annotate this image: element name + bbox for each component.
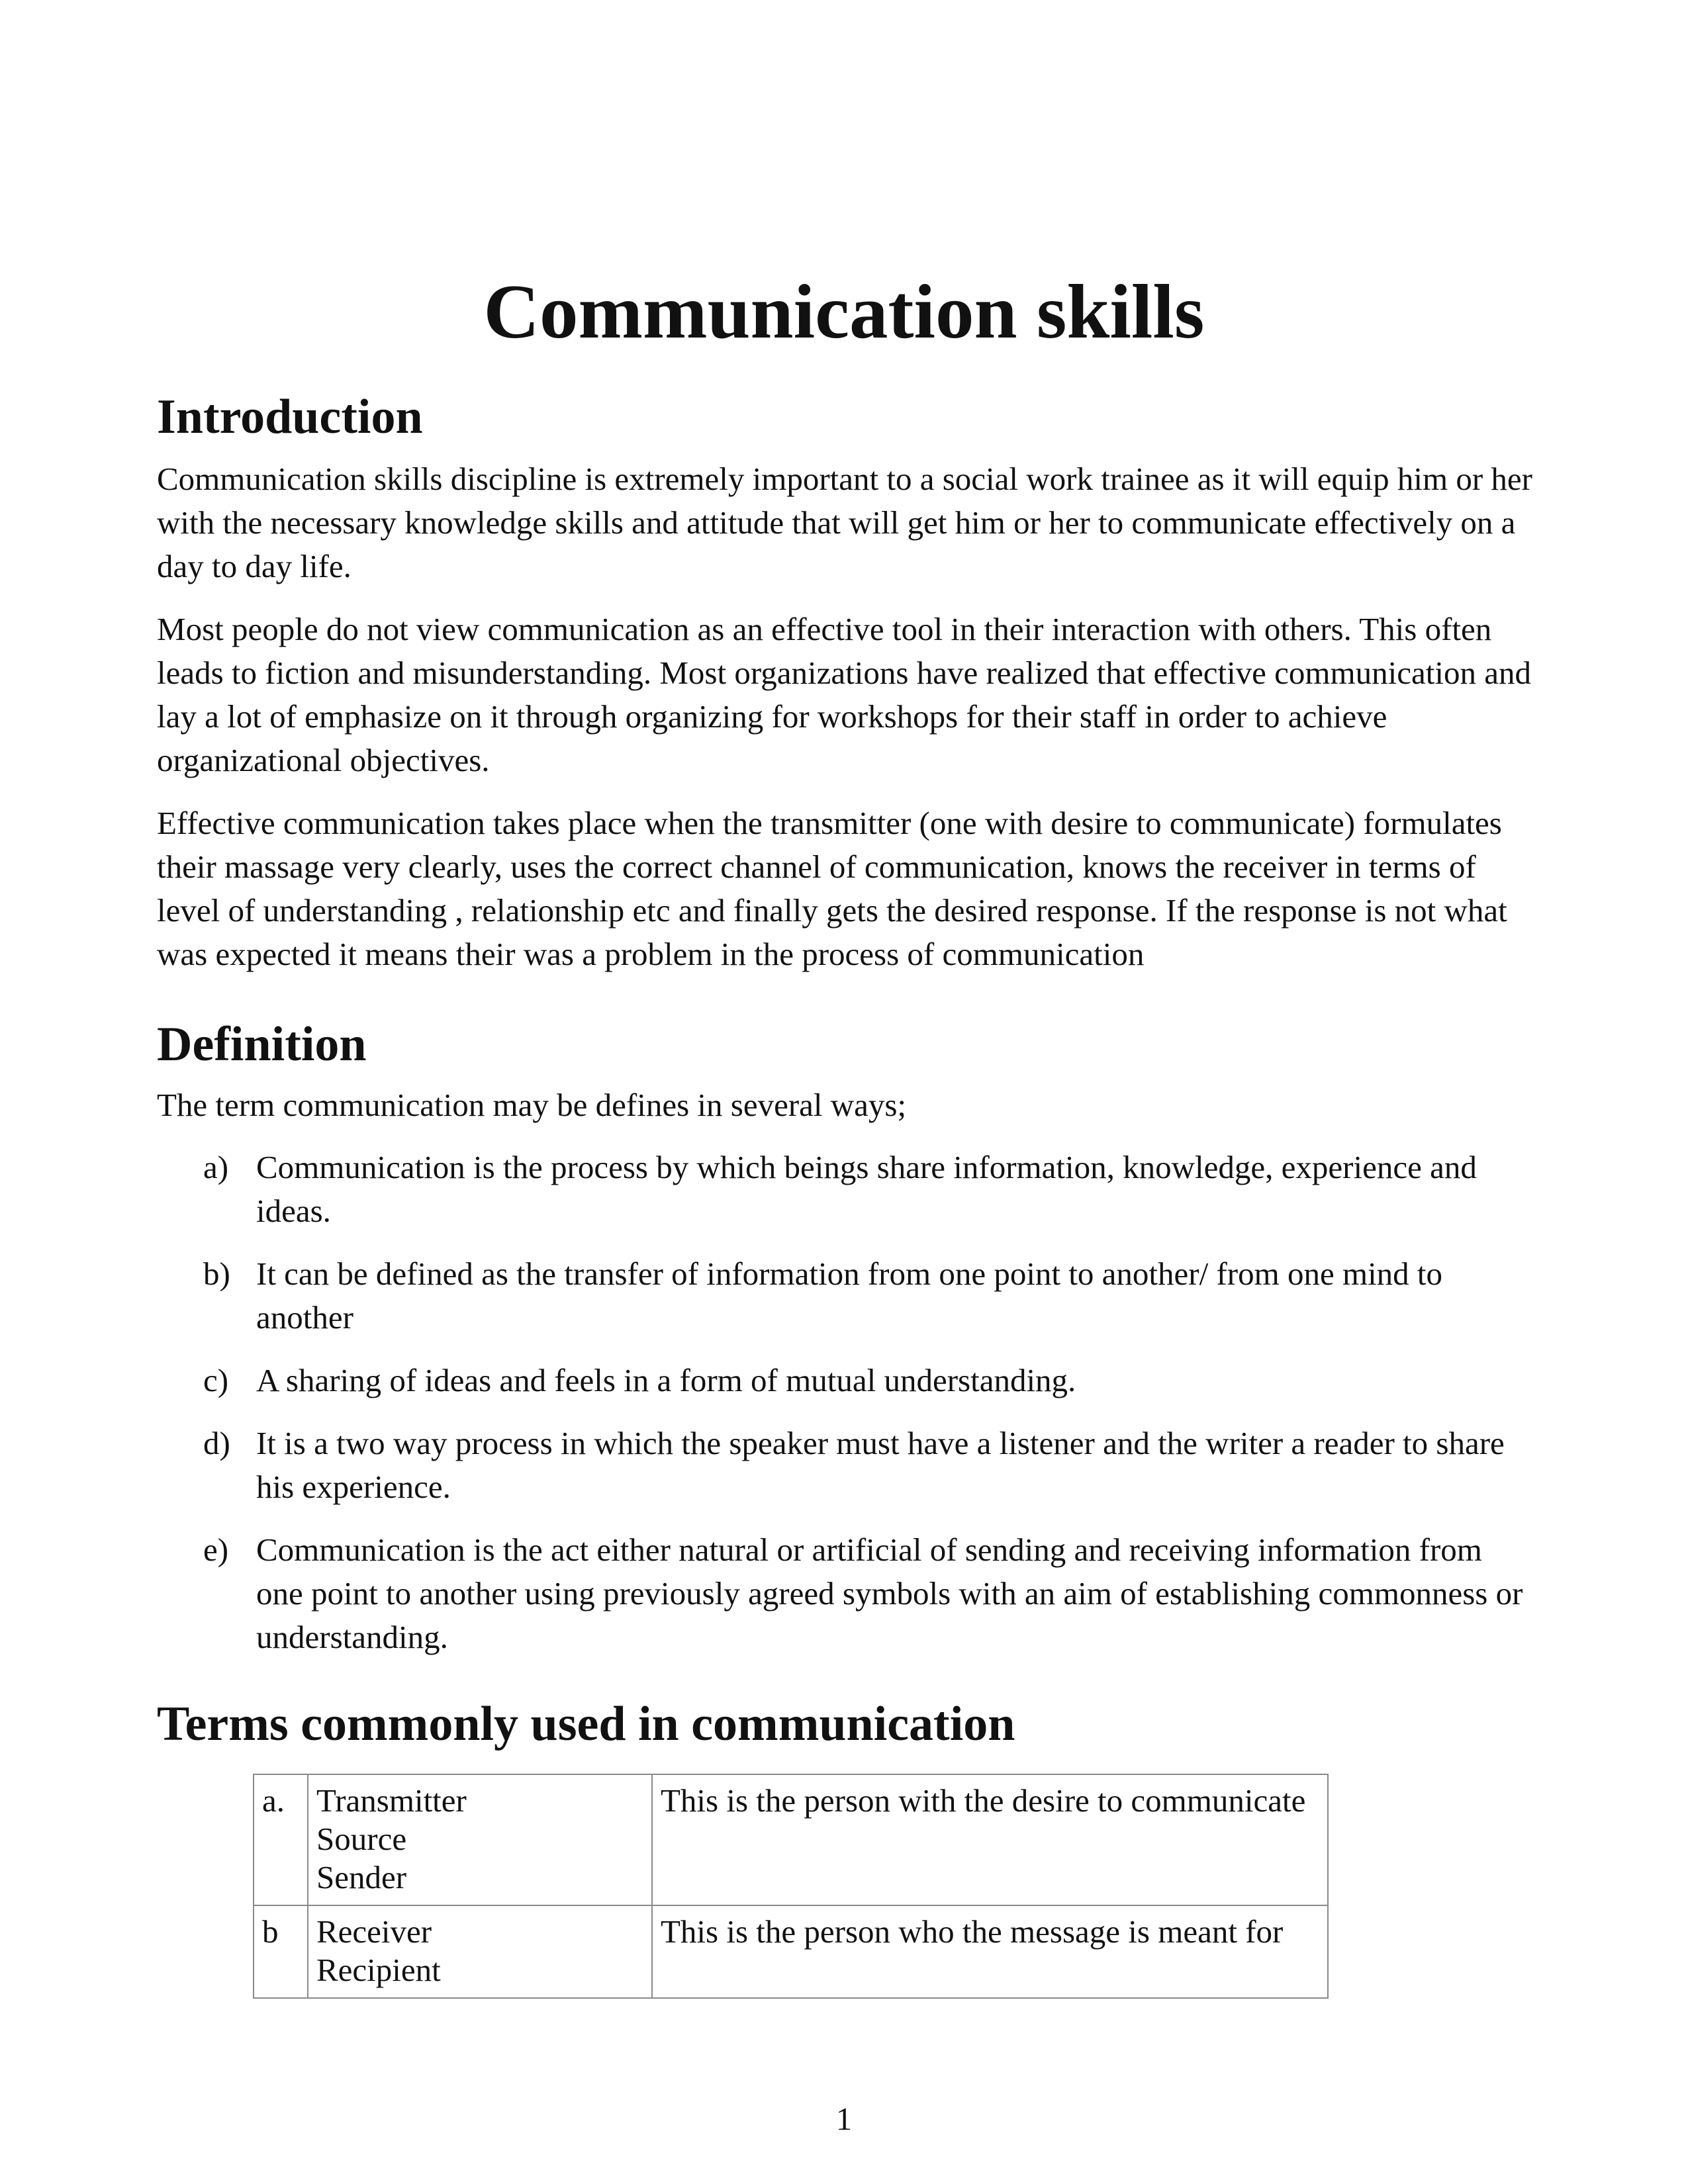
table-row xyxy=(254,1905,1328,1998)
list-marker: e) xyxy=(203,1531,229,1568)
terms-table xyxy=(253,1774,1329,1999)
table-row xyxy=(254,1774,1328,1905)
list-marker: a) xyxy=(203,1149,229,1185)
term-description: This is the person who the message is meant for xyxy=(652,1905,1328,1998)
definition-intro: The term communication may be defines in several ways; xyxy=(157,1087,907,1123)
list-marker: c) xyxy=(203,1362,229,1398)
row-label: b xyxy=(254,1905,308,1998)
document-title: Communication skills xyxy=(483,269,1205,355)
term-names xyxy=(308,1905,652,1998)
term-name: Transmitter xyxy=(316,1782,467,1819)
terms-heading: Terms commonly used in communication xyxy=(157,1697,1015,1751)
term-names xyxy=(308,1774,652,1905)
term-name: Sender xyxy=(316,1859,407,1895)
introduction-paragraph-3: Effective communication takes place when the transmitter (one with desire to communicate) formulates their massage very clearly, uses the correct channel of communication, knows the receiver in terms of level of understanding , relationship etc and finally gets the desired response. If the response is not what was expected it means their was a problem in the process of communication xyxy=(157,805,1507,972)
page-number: 1 xyxy=(835,2101,853,2137)
definition-heading: Definition xyxy=(157,1017,367,1071)
list-text: It is a two way process in which the speaker must have a listener and the writer a reader to share his experience. xyxy=(256,1425,1505,1505)
term-name: Recipient xyxy=(316,1952,441,1988)
term-name: Receiver xyxy=(316,1913,432,1950)
list-marker: b) xyxy=(203,1255,230,1292)
term-name: Source xyxy=(316,1821,407,1857)
row-label: a. xyxy=(254,1774,308,1905)
term-description: This is the person with the desire to communicate xyxy=(652,1774,1328,1905)
list-text: A sharing of ideas and feels in a form of mutual understanding. xyxy=(256,1362,1076,1398)
introduction-heading: Introduction xyxy=(157,390,423,444)
list-marker: d) xyxy=(203,1425,230,1461)
introduction-paragraph-2: Most people do not view communication as an effective tool in their interaction with others. This often leads to fiction and misunderstanding. Most organizations have realized that effective communication and lay a lot of emphasize on it through organizing for workshops for their staff in order to achieve organizational objectives. xyxy=(157,611,1531,778)
introduction-paragraph-1: Communication skills discipline is extremely important to a social work trainee as it will equip him or her with the necessary knowledge skills and attitude that will get him or her to communicate effectively on a day to day life. xyxy=(157,461,1533,584)
list-text: Communication is the process by which beings share information, knowledge, experience and ideas. xyxy=(256,1149,1477,1229)
list-text: It can be defined as the transfer of information from one point to another/ from one mind to another xyxy=(256,1255,1443,1336)
list-text: Communication is the act either natural or artificial of sending and receiving information from one point to another using previously agreed symbols with an aim of establishing commonness or understanding. xyxy=(256,1531,1523,1655)
